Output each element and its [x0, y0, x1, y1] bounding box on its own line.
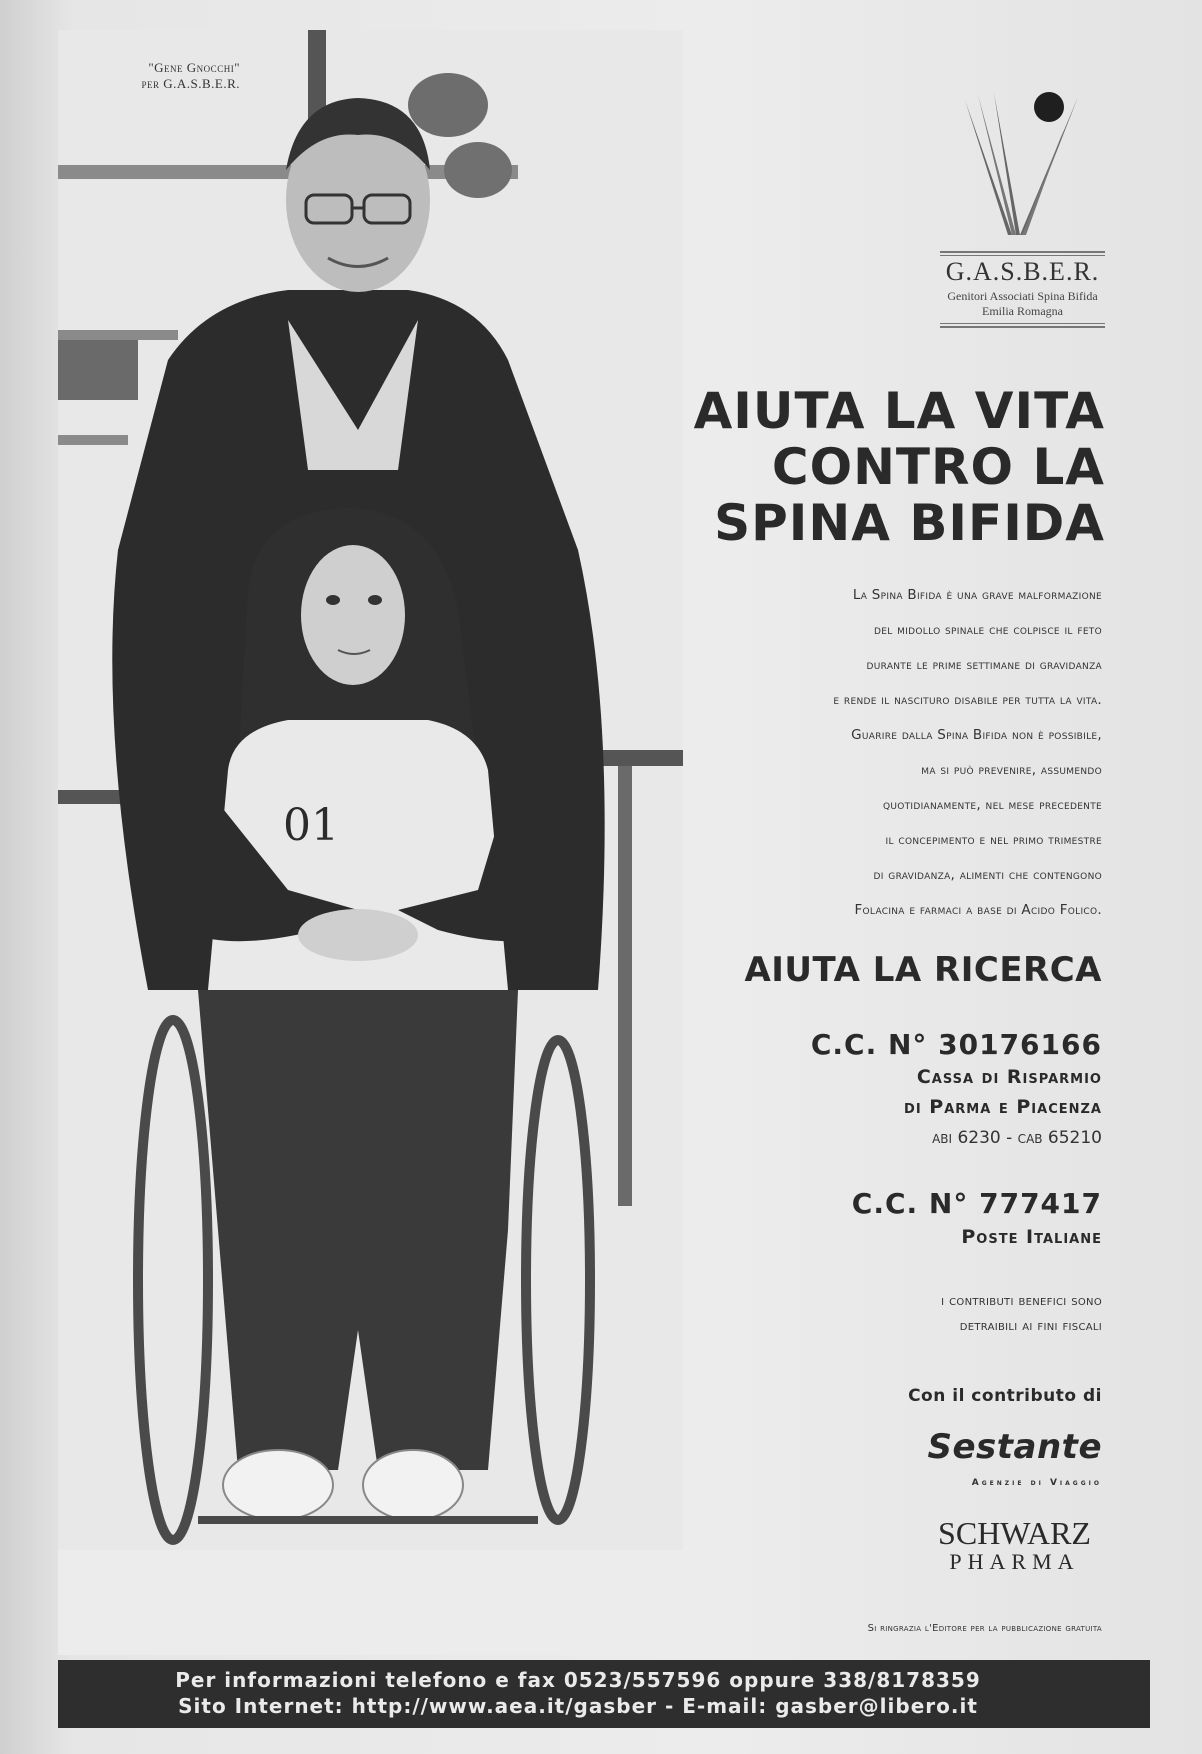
headline-line3: SPINA BIFIDA	[714, 494, 1105, 552]
logo-rule-bottom	[940, 323, 1105, 328]
headline-line1: AIUTA LA VITA	[693, 382, 1105, 440]
account2-bank-line1: Poste Italiane	[961, 1226, 1102, 1248]
body-line: La Spina Bifida è una grave malformazione	[852, 587, 1102, 603]
logo-rule-top	[940, 251, 1105, 256]
body-line: ma si può prevenire, assumendo	[921, 762, 1102, 778]
tax-note-line1: i contributi benefici sono	[941, 1293, 1102, 1309]
account1-number: C.C. N° 30176166	[810, 1028, 1102, 1061]
gasber-logo	[930, 85, 1110, 335]
sestante-subtitle: Agenzie di Viaggio	[971, 1478, 1102, 1488]
schwarz-logo-pharma: PHARMA	[949, 1549, 1080, 1574]
body-line: e rende il nascituro disabile per tutta la vita.	[833, 692, 1102, 708]
photo-credit	[60, 60, 240, 92]
photo-credit-line1: "Gene Gnocchi"	[148, 60, 240, 75]
schwarz-logo: SCHWARZ	[938, 1515, 1091, 1551]
shirt-number: 01	[283, 800, 339, 851]
sestante-logo: Sestante	[927, 1427, 1102, 1467]
logo-name: G.A.S.B.E.R.	[945, 257, 1100, 286]
body-line: del midollo spinale che colpisce il feto	[874, 622, 1102, 638]
tax-note-line2: detraibili ai fini fiscali	[959, 1318, 1102, 1334]
subhead: AIUTA LA RICERCA	[744, 950, 1102, 990]
photo-man-and-girl-in-wheelchair	[58, 30, 683, 1655]
body-line: durante le prime settimane di gravidanza	[866, 657, 1102, 673]
body-text	[660, 578, 1102, 928]
logo-subtitle-line2: Emilia Romagna	[982, 304, 1063, 318]
body-line: il concepimento e nel primo trimestre	[885, 832, 1102, 848]
body-line: quotidianamente, nel mese precedente	[882, 797, 1102, 813]
footer-contact-phone: Per informazioni telefono e fax 0523/557596 oppure 338/8178359	[175, 1668, 981, 1692]
logo-subtitle-line1: Genitori Associati Spina Bifida	[947, 289, 1098, 303]
footer-bar	[58, 1660, 1150, 1728]
sponsor-intro: Con il contributo di	[908, 1386, 1102, 1406]
thanks-note: Si ringrazia l'Editore per la pubblicazione gratuita	[867, 1623, 1102, 1634]
headline	[660, 383, 1105, 551]
body-line: Guarire dalla Spina Bifida non è possibile,	[851, 727, 1102, 743]
photo-credit-line2: per G.A.S.B.E.R.	[141, 76, 240, 91]
footer-contact-web: Sito Internet: http://www.aea.it/gasber - E-mail: gasber@libero.it	[178, 1694, 978, 1718]
headline-line2: CONTRO LA	[771, 438, 1105, 496]
body-line: Folacina e farmaci a base di Acido Folico.	[854, 902, 1102, 918]
account1-bank-line1: Cassa di Risparmio	[916, 1066, 1102, 1088]
account2-number: C.C. N° 777417	[851, 1187, 1102, 1220]
gasber-figure-icon	[960, 85, 1085, 245]
account1-codes: abi 6230 - cab 65210	[932, 1128, 1102, 1148]
account1-bank-line2: di Parma e Piacenza	[904, 1096, 1102, 1118]
photo-illustration	[58, 30, 683, 1655]
body-line: di gravidanza, alimenti che contengono	[873, 867, 1102, 883]
